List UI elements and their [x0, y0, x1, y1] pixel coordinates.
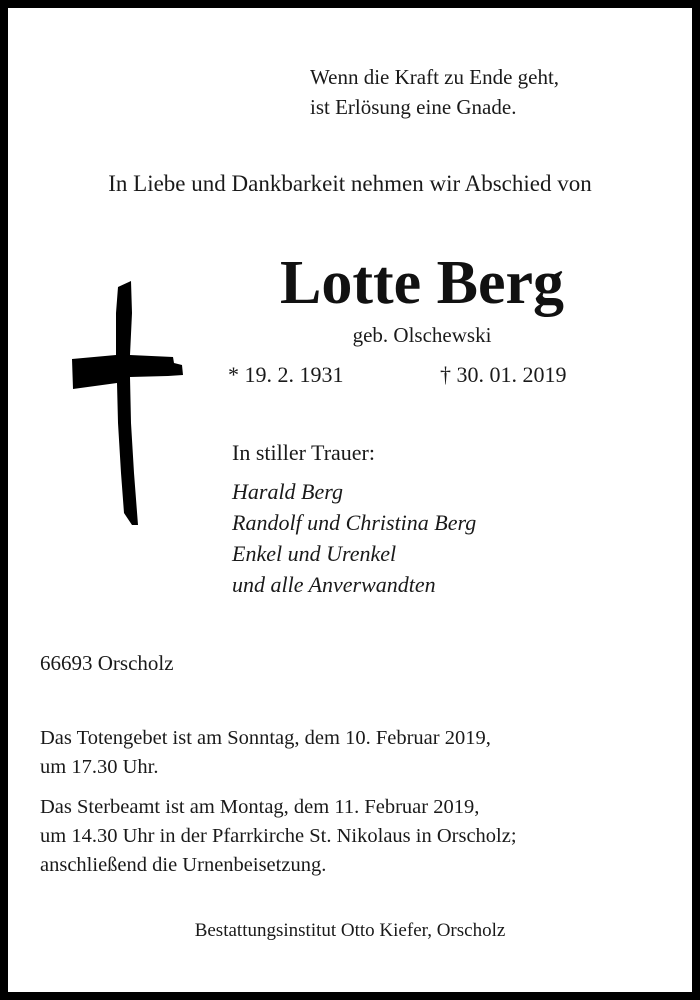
maiden-name: geb. Olschewski	[352, 323, 492, 347]
motto-line-1: Wenn die Kraft zu Ende geht,	[310, 65, 560, 89]
death-date: † 30. 01. 2019	[440, 362, 567, 387]
mourner: Harald Berg	[232, 479, 344, 504]
requiem-service	[40, 793, 517, 880]
mourner: Enkel und Urenkel	[232, 541, 397, 566]
mourning-title: In stiller Trauer:	[232, 440, 375, 465]
motto-line-2: ist Erlösung eine Gnade.	[310, 95, 517, 119]
motto	[310, 62, 559, 122]
cross-icon	[58, 273, 188, 533]
deceased-name: Lotte Berg	[279, 249, 565, 317]
service-line: um 14.30 Uhr in der Pfarrkirche St. Nikolaus in Orscholz;	[40, 825, 517, 847]
prayer-service	[40, 724, 491, 782]
funeral-home: Bestattungsinstitut Otto Kiefer, Orscholz	[194, 920, 506, 941]
service-line: Das Totengebet ist am Sonntag, dem 10. Februar 2019,	[40, 727, 491, 749]
mourners-list	[232, 476, 476, 600]
birth-date: * 19. 2. 1931	[228, 362, 344, 387]
mourner: Randolf und Christina Berg	[232, 510, 477, 535]
intro-text: In Liebe und Dankbarkeit nehmen wir Abschied von	[108, 171, 592, 196]
service-line: um 17.30 Uhr.	[40, 756, 159, 778]
obituary-notice	[8, 8, 692, 992]
mourner: und alle Anverwandten	[232, 572, 436, 597]
place: 66693 Orscholz	[40, 651, 174, 675]
service-line: Das Sterbeamt ist am Montag, dem 11. Februar 2019,	[40, 796, 480, 818]
service-line: anschließend die Urnenbeisetzung.	[40, 854, 327, 876]
